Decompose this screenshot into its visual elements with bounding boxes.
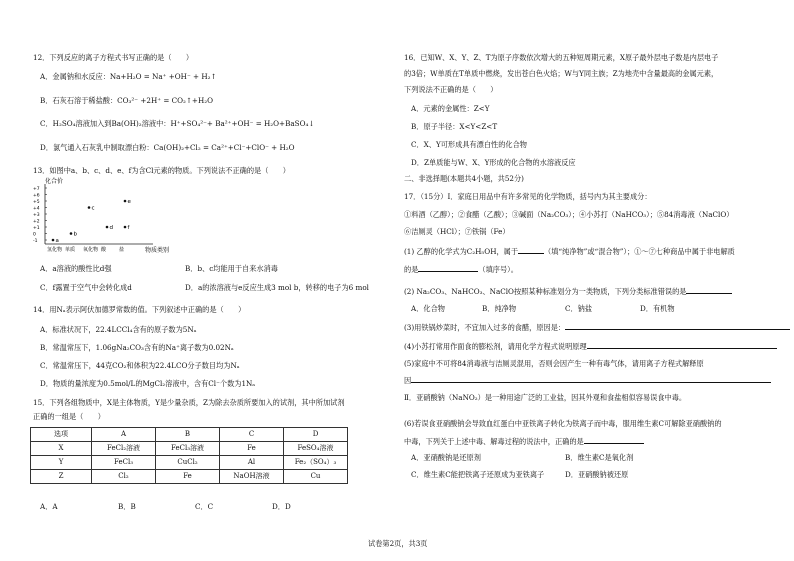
table-header-cell: 选项 <box>31 428 92 442</box>
q17-part6-text-b: 中毒，下列关于上述中毒、解毒过程的说法中，正确的是 <box>404 437 584 446</box>
data-point-label: a <box>55 238 59 244</box>
q17-part4-text: (4)小苏打常用作面食的膨松剂，请用化学方程式说明原理 <box>404 342 587 351</box>
x-tick-label: 氢化物 <box>47 247 63 253</box>
y-tick-label: +6 <box>33 193 40 199</box>
answer-blank[interactable] <box>411 375 771 383</box>
q17-part1-text-c: 的是 <box>404 265 419 274</box>
table-cell: NaOH溶液 <box>220 470 284 484</box>
answer-blank[interactable] <box>587 341 777 349</box>
q17-part6-opt-b: B．维生素C是氧化剂 <box>565 453 634 462</box>
q17-part2-opt-b: B．纯净物 <box>482 304 517 313</box>
data-point-c <box>88 206 91 209</box>
x-tick-label: 盐 <box>119 247 125 253</box>
q15-stem-line1: 15．下列各组物质中，X是主体物质，Y是少量杂质，Z为除去杂质所要加入的试剂，其中所加试剂 <box>33 398 345 407</box>
q13-option-c: C．f露置于空气中会转化成d <box>40 283 132 292</box>
q16-option-c: C．X、Y可形成具有漂白性的化合物 <box>411 140 527 149</box>
q15-stem-line2: 正确的一组是（ ） <box>33 412 105 421</box>
table-header-cell: A <box>92 428 156 442</box>
x-tick-label: 单质 <box>65 247 76 253</box>
y-tick-label: +4 <box>33 206 40 212</box>
q13-valence-chart <box>33 176 193 258</box>
q14-option-d: D．物质的量浓度为0.5mol/L的MgCl₂溶液中，含有Cl⁻个数为1Nₐ <box>40 379 256 388</box>
q12-option-c: C．H₂SO₄溶液加入到Ba(OH)₂溶液中：H⁺+SO₄²⁻+ Ba²⁺+OH⁻ = H₂O+BaSO₄↓ <box>40 119 315 128</box>
y-tick-label: +2 <box>33 219 40 225</box>
table-row <box>31 428 348 442</box>
y-tick-label: +3 <box>33 213 40 218</box>
q17-part5-text-b: 因 <box>404 376 412 385</box>
x-tick-label: 氧化物 <box>83 247 99 253</box>
q17-part6-opt-c: C．维生素C能把铁离子还原成为亚铁离子 <box>411 470 545 479</box>
q17-part6-line1: (6)若误食亚硝酸钠会导致血红蛋白中亚铁离子转化为铁离子而中毒，服用维生素C可解除亚硝酸钠的 <box>404 419 722 428</box>
table-cell: Cl₂ <box>92 470 156 484</box>
table-cell: Fe <box>220 442 284 456</box>
y-tick-label: -1 <box>33 239 38 244</box>
y-tick-label: +7 <box>33 187 40 192</box>
q14-stem: 14．用Nₐ表示阿伏加德罗常数的值。下列叙述中正确的是（ ） <box>33 305 246 314</box>
q17-part-ii: Ⅱ．亚硝酸钠（NaNO₂）是一种用途广泛的工业盐，因其外观和食盐相似容易误食中毒。 <box>404 393 687 402</box>
q17-part1-text-b: （填“纯净物”或“混合物”）；①～⑦七种商品中属于非电解质 <box>544 247 735 256</box>
chart-ylabel: 化合价 <box>45 178 64 185</box>
answer-blank[interactable] <box>418 264 478 272</box>
table-header-cell: C <box>220 428 284 442</box>
answer-blank[interactable] <box>518 246 544 254</box>
table-row <box>31 470 348 484</box>
q17-part6-opt-d: D．亚硝酸钠被还原 <box>565 470 629 479</box>
y-tick-label: +1 <box>33 226 40 231</box>
table-row <box>31 442 348 456</box>
y-tick-label: +5 <box>33 200 40 205</box>
q17-part6-opt-a: A．亚硝酸钠是还原剂 <box>411 453 481 462</box>
data-point-e <box>124 200 127 203</box>
data-point-b <box>70 232 73 235</box>
q14-option-b: B．常温常压下，1.06gNa₂CO₃含有的Na⁺离子数为0.02Nₐ <box>40 343 234 352</box>
data-point-d <box>106 226 109 229</box>
q17-part1-text-a: (1) 乙醇的化学式为C₂H₅OH，属于 <box>404 247 519 256</box>
table-cell: FeCl₃溶液 <box>156 442 220 456</box>
table-cell: Fe <box>156 470 220 484</box>
data-point-label: e <box>127 199 131 205</box>
answer-blank[interactable] <box>686 286 732 294</box>
q16-stem-line3: 下列说法不正确的是（ ） <box>404 85 498 94</box>
data-point-label: b <box>73 231 77 238</box>
table-cell: Z <box>31 470 92 484</box>
page-footer: 试卷第2页，共3页 <box>368 539 428 548</box>
q17-items-line1: ①料酒（乙醇）；②食醋（乙酸）；③碱面（Na₂CO₃）；④小苏打（NaHCO₃）；⑤84消毒液（NaClO） <box>404 210 734 219</box>
q13-option-a: A．a溶液的酸性比d强 <box>40 264 112 273</box>
chart-xlabel: 物质类别 <box>145 247 170 254</box>
section-heading: 二、非选择题(本题共4小题，共52分) <box>404 174 524 183</box>
answer-blank[interactable] <box>565 322 790 330</box>
q17-part2-opt-d: D．有机物 <box>640 304 675 313</box>
q13-option-d: D．a的浓溶液与e反应生成3 mol b，转移的电子为6 mol <box>185 283 369 292</box>
q16-option-a: A．元素的金属性：Z<Y <box>411 104 490 113</box>
q15-table <box>30 427 348 484</box>
table-cell: Y <box>31 456 92 470</box>
q17-part2 <box>404 286 732 296</box>
q15-option-b: B．B <box>118 502 136 511</box>
data-point-f <box>124 226 127 229</box>
q16-stem-line2: 的3倍；W单质在T单质中燃烧，发出苍白色火焰；W与Y同主族；Z为地壳中含量最高的金属元素， <box>404 69 719 78</box>
data-point-label: d <box>109 225 113 231</box>
q17-stem: 17．（15分）Ⅰ．家庭日用品中有许多常见的化学物质，括号内为其主要成分： <box>404 192 652 201</box>
table-cell: Fe₂（SO₄）₃ <box>284 456 348 470</box>
table-cell: FeCl₃ <box>92 456 156 470</box>
q17-part5: (5)家庭中不可将84消毒液与洁厕灵混用，否则会因产生一种有毒气体，请用离子方程式解释原 <box>404 359 704 368</box>
data-point-a <box>52 239 55 242</box>
q12-stem: 12．下列反应的离子方程式书写正确的是（ ） <box>33 53 194 62</box>
q14-option-a: A．标准状况下，22.4LCCl₄含有的原子数为5Nₐ <box>40 325 197 334</box>
y-tick-label: 0 <box>33 232 36 238</box>
x-tick-label: 酸 <box>101 247 107 253</box>
q17-part5-cont <box>404 375 771 385</box>
data-point-label: f <box>127 225 130 231</box>
q15-option-c: C．C <box>195 502 214 511</box>
q17-part1-text-d: （填序号）。 <box>478 265 518 274</box>
q17-part1 <box>404 246 735 256</box>
q17-part2-text: (2) Na₂CO₃、NaHCO₃、NaClO按照某种标准划分为一类物质，下列分类标准错误的是 <box>404 287 687 296</box>
q15-option-d: D．D <box>272 502 291 511</box>
table-cell: FeSO₄溶液 <box>284 442 348 456</box>
q16-option-b: B．原子半径：X<Y<Z<T <box>411 122 498 131</box>
table-cell: Cu <box>284 470 348 484</box>
q12-option-d: D．氯气通入石灰乳中制取漂白粉：Ca(OH)₂+Cl₂ = Ca²⁺+Cl⁻+ClO⁻ + H₂O <box>40 143 295 152</box>
q17-part3-text: (3)用铁锅炒菜时，不宜加入过多的食醋，原因是： <box>404 323 566 332</box>
answer-blank[interactable] <box>584 436 644 444</box>
table-cell: CuCl₂ <box>156 456 220 470</box>
q15-option-a: A．A <box>40 502 58 511</box>
table-cell: Al <box>220 456 284 470</box>
q17-part2-opt-a: A．化合物 <box>411 304 445 313</box>
table-header-cell: B <box>156 428 220 442</box>
q12-option-b: B．石灰石溶于稀盐酸：CO₃²⁻ +2H⁺ = CO₂↑+H₂O <box>40 96 213 105</box>
q12-option-a: A．金属钠和水反应：Na+H₂O = Na⁺ +OH⁻ + H₂↑ <box>40 72 217 81</box>
q16-option-d: D．Z单质能与W、X、Y形成的化合物的水溶液反应 <box>411 158 576 167</box>
table-cell: FeCl₂溶液 <box>92 442 156 456</box>
q17-part3 <box>404 322 790 332</box>
q17-part4 <box>404 341 777 351</box>
q13-stem: 13．如图中a、b、c、d、e、f为含Cl元素的物质。下列说法不正确的是（ ） <box>33 166 290 175</box>
q17-items-line2: ⑥洁厕灵（HCl）；⑦铁锅（Fe） <box>404 227 510 236</box>
table-cell: X <box>31 442 92 456</box>
q17-part2-opt-c: C．钠盐 <box>565 304 593 313</box>
q13-option-b: B．b、c均能用于自来水消毒 <box>185 264 278 273</box>
q17-part1-cont <box>404 264 518 274</box>
q16-stem-line1: 16．已知W、X、Y、Z、T为原子序数依次增大的五种短周期元素，X原子最外层电子数是内层电子 <box>404 53 719 62</box>
q17-part6-line2 <box>404 436 644 446</box>
q14-option-c: C．常温常压下，44克CO₂和体积为22.4LCO分子数目均为Nₐ <box>40 361 240 370</box>
table-header-cell: D <box>284 428 348 442</box>
table-row <box>31 456 348 470</box>
data-point-label: c <box>91 205 95 212</box>
